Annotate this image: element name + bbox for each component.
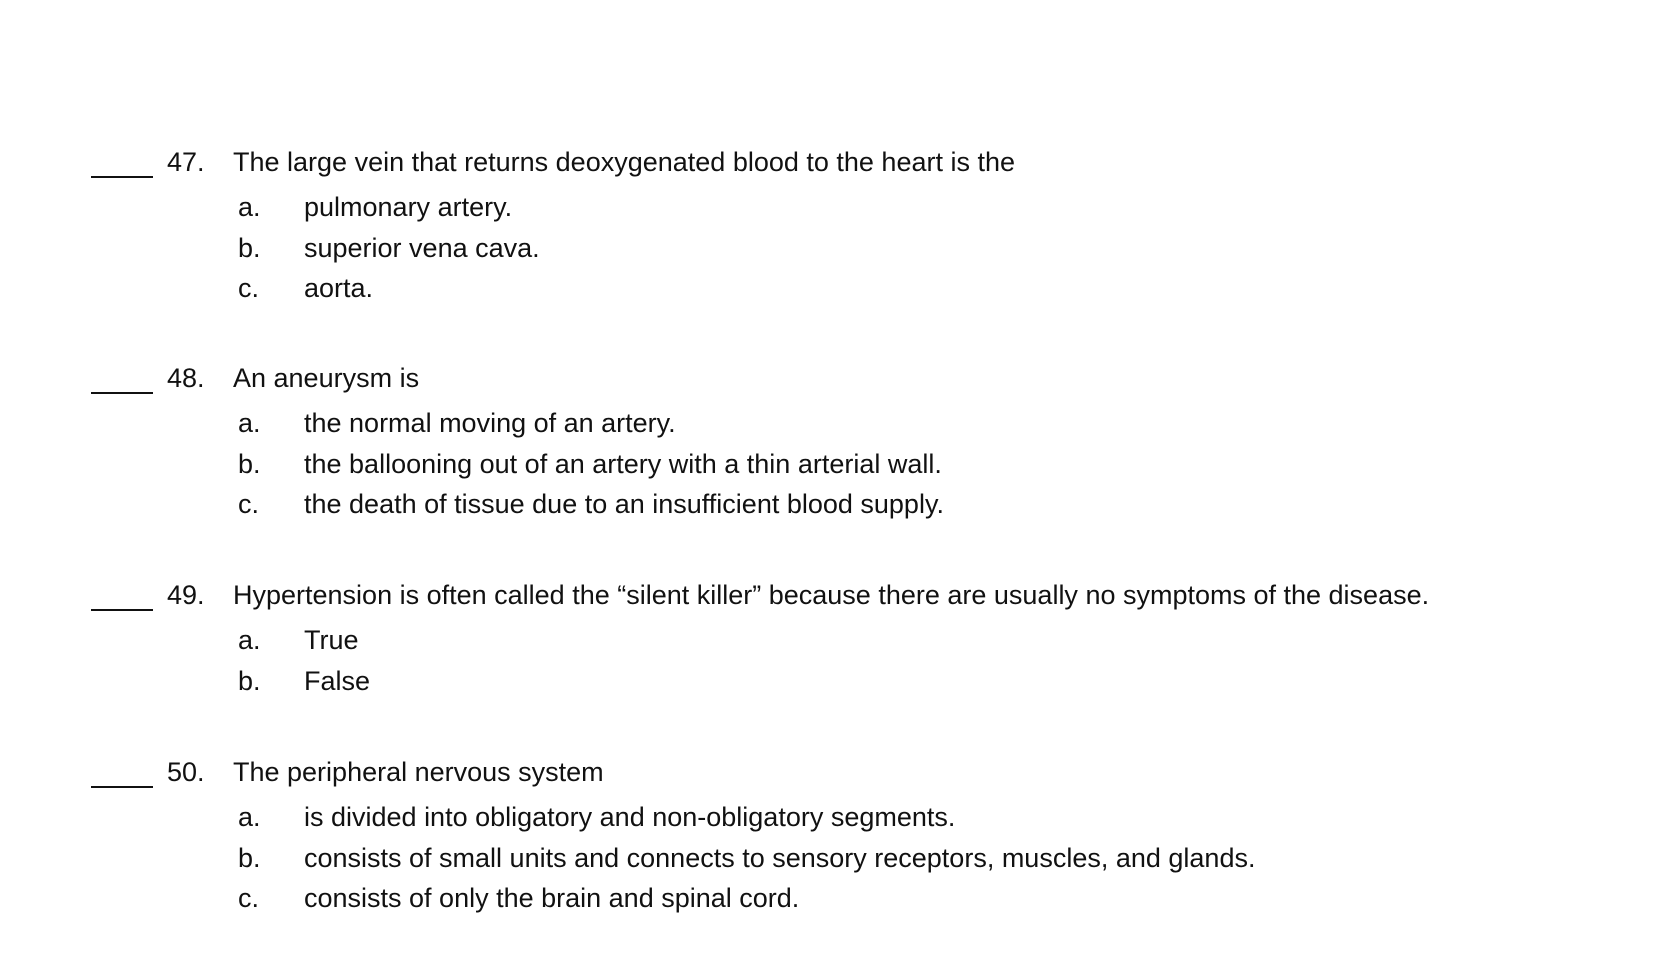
option-text: is divided into obligatory and non-obligatory segments. — [304, 802, 956, 832]
question-line — [0, 752, 1653, 792]
option-letter: b. — [238, 842, 261, 873]
question-47 — [0, 142, 1653, 309]
option-text: the ballooning out of an artery with a thin arterial wall. — [304, 448, 942, 479]
option-b — [0, 444, 1653, 485]
option-b — [0, 838, 1653, 879]
question-number: 47. — [167, 147, 205, 177]
question-text: Hypertension is often called the “silent killer” because there are usually no symptoms of the disease. — [233, 580, 1430, 610]
option-text: aorta. — [304, 273, 374, 303]
option-text: False — [304, 665, 371, 696]
question-number: 50. — [167, 757, 205, 787]
question-text: The peripheral nervous system — [233, 757, 604, 787]
option-a — [0, 797, 1653, 838]
answer-blank-50[interactable] — [91, 752, 153, 792]
option-letter: a. — [238, 192, 261, 222]
option-list — [0, 403, 1653, 525]
question-number: 48. — [167, 363, 205, 393]
option-letter: a. — [238, 802, 261, 832]
question-line — [0, 142, 1653, 182]
option-letter: c. — [238, 883, 260, 913]
option-text: the death of tissue due to an insufficient blood supply. — [304, 489, 944, 519]
option-text: consists of only the brain and spinal cord. — [304, 883, 800, 913]
option-letter: a. — [238, 408, 261, 438]
option-b — [0, 661, 1653, 702]
question-number: 49. — [167, 580, 205, 610]
option-list — [0, 187, 1653, 309]
option-letter: a. — [238, 625, 261, 655]
option-a — [0, 620, 1653, 661]
question-48 — [0, 358, 1653, 525]
option-letter: b. — [238, 665, 261, 696]
option-c — [0, 484, 1653, 525]
answer-blank-49[interactable] — [91, 575, 153, 615]
option-letter: c. — [238, 273, 260, 303]
question-line — [0, 358, 1653, 398]
option-letter: b. — [238, 232, 261, 263]
question-text: The large vein that returns deoxygenated blood to the heart is the — [233, 147, 1016, 177]
option-text: the normal moving of an artery. — [304, 408, 676, 438]
option-letter: c. — [238, 489, 260, 519]
option-c — [0, 268, 1653, 309]
question-50 — [0, 752, 1653, 919]
option-list — [0, 797, 1653, 919]
option-b — [0, 228, 1653, 269]
option-a — [0, 403, 1653, 444]
option-text: pulmonary artery. — [304, 192, 513, 222]
option-list — [0, 620, 1653, 701]
question-line — [0, 575, 1653, 615]
option-c — [0, 878, 1653, 919]
question-49 — [0, 575, 1653, 701]
answer-blank-48[interactable] — [91, 358, 153, 398]
option-text: True — [304, 625, 359, 655]
option-text: superior vena cava. — [304, 232, 540, 263]
question-text: An aneurysm is — [233, 363, 420, 393]
option-text: consists of small units and connects to sensory receptors, muscles, and glands. — [304, 842, 1256, 873]
answer-blank-47[interactable] — [91, 142, 153, 182]
option-letter: b. — [238, 448, 261, 479]
option-a — [0, 187, 1653, 228]
